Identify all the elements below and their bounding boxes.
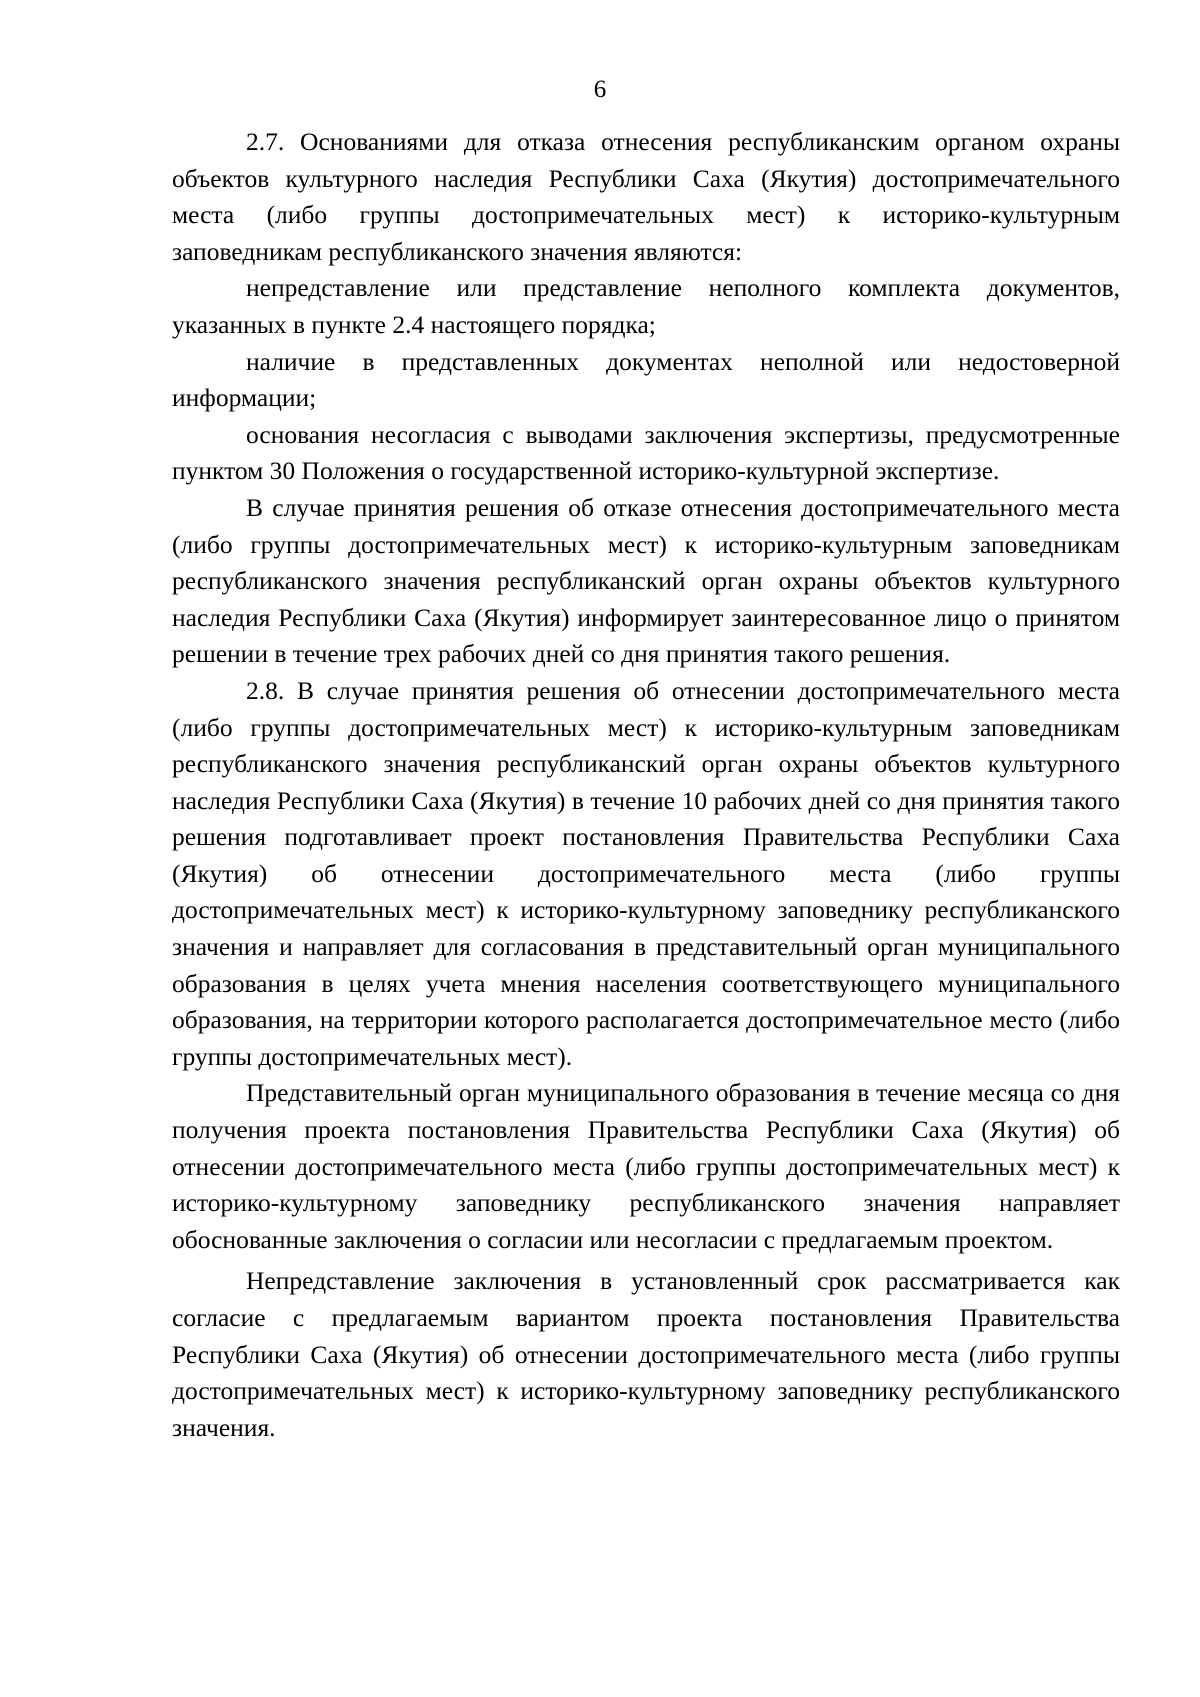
paragraph-2-7: 2.7. Основаниями для отказа отнесения республиканским органом охраны объектов культурного наследия Республики Саха (Якутия) достопримечательного места (либо группы достопримечательных мест) к историко-культурным заповедникам республиканского значения являются: [172, 127, 1120, 266]
paragraph-refusal-notification: В случае принятия решения об отказе отнесения достопримечательного места (либо группы достопримечательных мест) к историко-культурным заповедникам республиканского значения республиканский орган охраны объектов культурного наследия Республики Саха (Якутия) информирует заинтересованное лицо о принятом решении в течение трех рабочих дней со дня принятия такого решения. [172, 492, 1120, 669]
paragraph-expertise-disagreement: основания несогласия с выводами заключения экспертизы, предусмотренные пунктом 30 Положения о государственной историко-культурной экспертизе. [172, 419, 1120, 486]
document-body [172, 124, 1120, 1446]
page-number: 6 [593, 76, 607, 103]
paragraph-non-submission-consent: Непредставление заключения в установленный срок рассматривается как согласие с предлагаемым вариантом проекта постановления Правительства Республики Саха (Якутия) об отнесении достопримечательного места (либо группы достопримечательных мест) к историко-культурному заповеднику республиканского значения. [172, 1266, 1120, 1442]
paragraph-incomplete-documents: непредставление или представление неполного комплекта документов, указанных в пункте 2.4 настоящего порядка; [172, 273, 1120, 339]
paragraph-2-8: 2.8. В случае принятия решения об отнесении достопримечательного места (либо группы достопримечательных мест) к историко-культурным заповедникам республиканского значения республиканский орган охраны объектов культурного наследия Республики Саха (Якутия) в течение 10 рабочих дней со дня принятия такого решения подготавливает проект постановления Правительства Республики Саха (Якутия) об отнесении достопримечательного места (либо группы достопримечательных мест) к историко-культурному заповеднику республиканского значения и направляет для согласования в представительный орган муниципального образования в целях учета мнения населения соответствующего муниципального образования, на территории которого располагается достопримечательное место (либо группы достопримечательных мест). [172, 675, 1120, 1071]
paragraph-municipal-conclusion: Представительный орган муниципального образования в течение месяца со дня получения проекта постановления Правительства Республики Саха (Якутия) об отнесении достопримечательного места (либо группы достопримечательных мест) к историко-культурному заповеднику республиканского значения направляет обоснованные заключения о согласии или несогласии с предлагаемым проектом. [172, 1078, 1120, 1254]
paragraph-unreliable-info: наличие в представленных документах неполной или недостоверной информации; [172, 346, 1120, 413]
